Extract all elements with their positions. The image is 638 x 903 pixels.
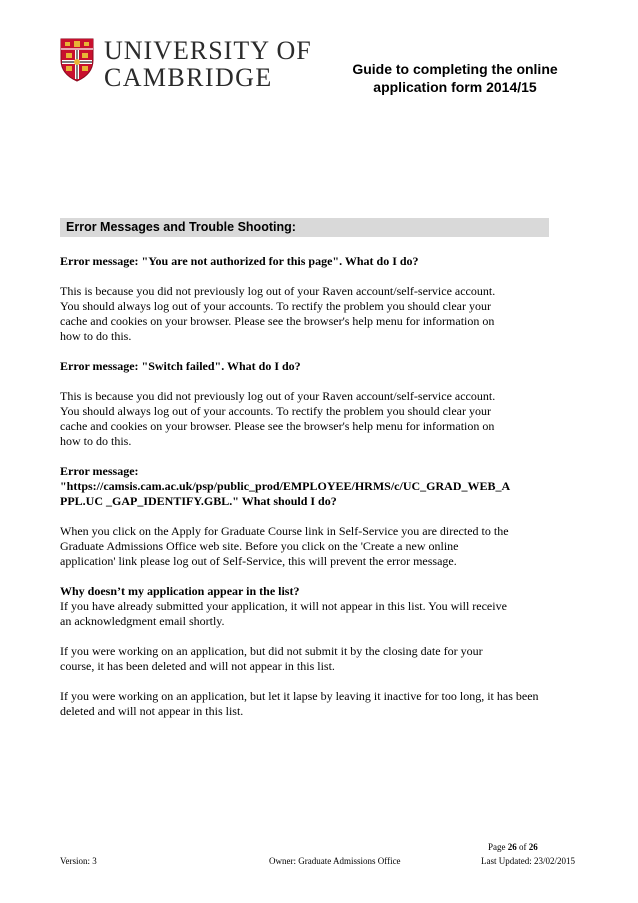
answer-line: how to do this. [60, 329, 132, 343]
page-number-of: of [519, 842, 527, 852]
answer-line: You should always log out of your accounts. To rectify the problem you should clear your [60, 299, 491, 313]
answer-application-not-submitted [60, 644, 580, 674]
question-line: Error message: [60, 464, 139, 478]
logo-line-cambridge: CAMBRIDGE [104, 63, 273, 92]
answer-switch-failed [60, 389, 580, 449]
answer-application-lapsed [60, 689, 580, 719]
answer-line: When you click on the Apply for Graduate Course link in Self-Service you are directed to the [60, 524, 509, 538]
answer-line: an acknowledgment email shortly. [60, 614, 225, 628]
answer-line: If you were working on an application, but let it lapse by leaving it inactive for too long, it has been [60, 689, 539, 703]
question-line: PPL.UC _GAP_IDENTIFY.GBL." What should I do? [60, 494, 337, 508]
answer-line: cache and cookies on your browser. Please see the browser's help menu for information on [60, 314, 495, 328]
document-title [330, 60, 580, 96]
question-application-missing: Why doesn’t my application appear in the list? [60, 584, 300, 598]
answer-camsis-url [60, 524, 580, 569]
answer-line: This is because you did not previously log out of your Raven account/self-service account. [60, 284, 496, 298]
answer-line: course, it has been deleted and will not appear in this list. [60, 659, 335, 673]
footer-owner: Owner: Graduate Admissions Office [269, 856, 401, 866]
page-number-prefix: Page [488, 842, 506, 852]
answer-line: If you were working on an application, but did not submit it by the closing date for your [60, 644, 483, 658]
document-title-line-1: Guide to completing the online [352, 61, 558, 77]
document-title-line-2: application form 2014/15 [373, 79, 537, 95]
page-number [488, 842, 538, 852]
answer-line: cache and cookies on your browser. Please see the browser's help menu for information on [60, 419, 495, 433]
section-heading: Error Messages and Trouble Shooting: [66, 220, 296, 234]
question-switch-failed: Error message: "Switch failed". What do I do? [60, 359, 301, 373]
question-line: "https://camsis.cam.ac.uk/psp/public_prod/EMPLOYEE/HRMS/c/UC_GRAD_WEB_A [60, 479, 511, 493]
answer-line: deleted and will not appear in this list. [60, 704, 244, 718]
logo-line-university: UNIVERSITY OF [104, 36, 312, 65]
answer-line: If you have already submitted your application, it will not appear in this list. You will receive [60, 599, 507, 613]
answer-line: You should always log out of your accounts. To rectify the problem you should clear your [60, 404, 491, 418]
footer-version: Version: 3 [60, 856, 97, 866]
answer-line: This is because you did not previously log out of your Raven account/self-service account. [60, 389, 496, 403]
cambridge-crest-icon [60, 38, 94, 82]
answer-line: how to do this. [60, 434, 132, 448]
page-number-current: 26 [507, 842, 517, 852]
answer-line: Graduate Admissions Office web site. Before you click on the 'Create a new online [60, 539, 459, 553]
page-number-total: 26 [528, 842, 538, 852]
answer-application-submitted [60, 599, 580, 629]
document-body [60, 254, 580, 719]
logo-wordmark [104, 38, 312, 92]
answer-not-authorized [60, 284, 580, 344]
footer-last-updated: Last Updated: 23/02/2015 [481, 856, 575, 866]
section-heading-bar [60, 218, 549, 237]
answer-line: application' link please log out of Self-Service, this will prevent the error message. [60, 554, 457, 568]
university-logo [60, 36, 312, 92]
question-not-authorized: Error message: "You are not authorized for this page". What do I do? [60, 254, 419, 268]
question-camsis-url [60, 464, 580, 509]
